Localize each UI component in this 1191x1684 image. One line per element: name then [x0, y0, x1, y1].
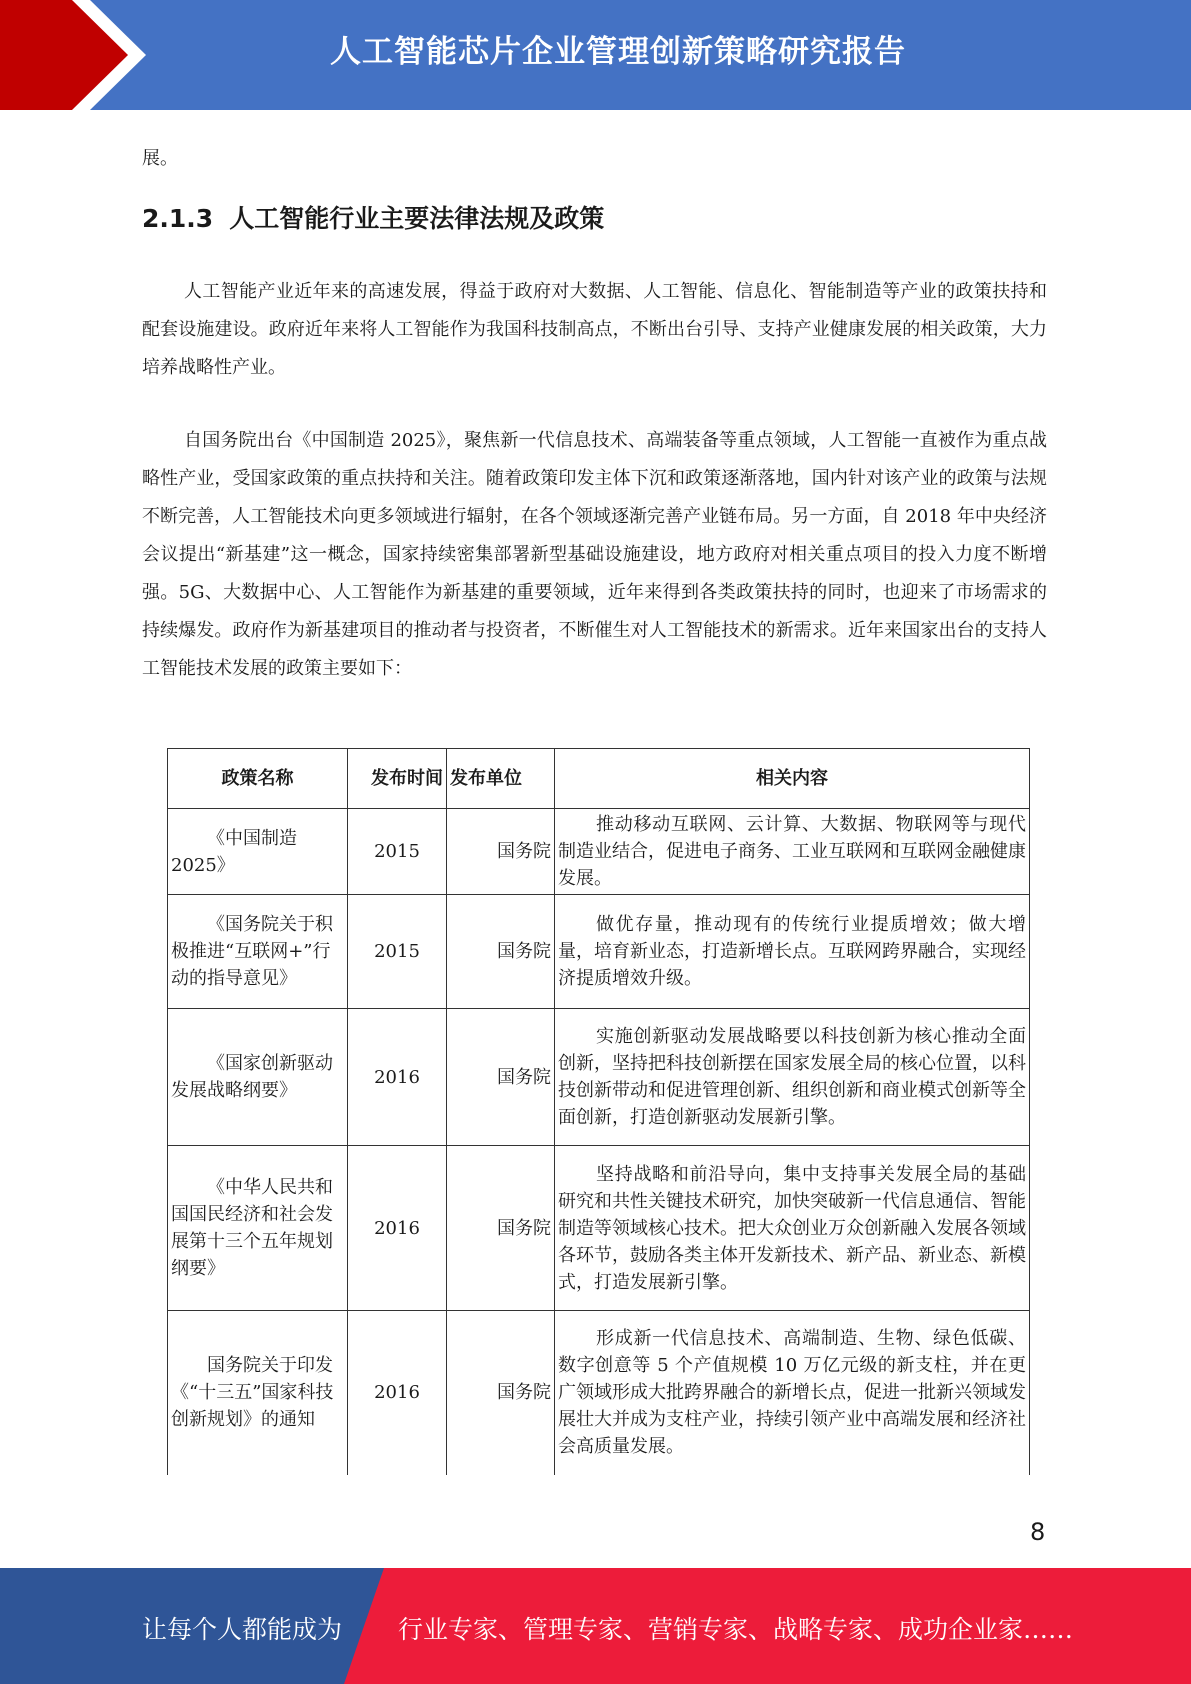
policy-name-cell [168, 809, 348, 895]
header-release-time: 发布时间 [348, 749, 447, 809]
policy-content: 实施创新驱动发展战略要以科技创新为核心推动全面创新，坚持把科技创新摆在国家发展全局的核心位置，以科技创新带动和促进管理创新、组织创新和商业模式创新等全面创新，打造创新驱动发展新引擎。 [555, 1009, 1030, 1146]
release-org: 国务院 [447, 895, 555, 1009]
table-row [168, 1311, 1030, 1475]
header-release-org: 发布单位 [447, 749, 555, 809]
policy-content: 形成新一代信息技术、高端制造、生物、绿色低碳、数字创意等 5 个产值规模 10 万亿元级的新支柱，并在更广领域形成大批跨界融合的新增长点，促进一批新兴领域发展壮大并成为支柱产业，持续引领产业中高端发展和经济社会高质量发展。 [555, 1311, 1030, 1475]
table-header-row [168, 749, 1030, 809]
release-org: 国务院 [447, 1146, 555, 1311]
section-title: 人工智能行业主要法律法规及政策 [229, 204, 605, 233]
header-content: 相关内容 [555, 749, 1030, 809]
release-org: 国务院 [447, 1009, 555, 1146]
section-heading [142, 199, 604, 235]
release-year: 2015 [348, 895, 447, 1009]
policy-name-cell [168, 895, 348, 1009]
policy-content: 推动移动互联网、云计算、大数据、物联网等与现代制造业结合，促进电子商务、工业互联网和互联网金融健康发展。 [555, 809, 1030, 895]
table-row [168, 1146, 1030, 1311]
policy-name-cell [168, 1146, 348, 1311]
policy-name: 《国家创新驱动发展战略纲要》 [171, 1053, 333, 1101]
policy-name-cell [168, 1311, 348, 1475]
release-org: 国务院 [447, 809, 555, 895]
continuation-text: 展。 [142, 148, 178, 169]
release-org: 国务院 [447, 1311, 555, 1475]
table-row [168, 895, 1030, 1009]
paragraph: 自国务院出台《中国制造 2025》，聚焦新一代信息技术、高端装备等重点领域，人工智能一直被作为重点战略性产业，受国家政策的重点扶持和关注。随着政策印发主体下沉和政策逐渐落地，国内针对该产业的政策与法规不断完善，人工智能技术向更多领域进行辐射，在各个领域逐渐完善产业链布局。另一方面，自 2018 年中央经济会议提出“新基建”这一概念，国家持续密集部署新型基础设施建设，地方政府对相关重点项目的投入力度不断增强。5G、大数据中心、人工智能作为新基建的重要领域，近年来得到各类政策扶持的同时，也迎来了市场需求的持续爆发。政府作为新基建项目的推动者与投资者，不断催生对人工智能技术的新需求。近年来国家出台的支持人工智能技术发展的政策主要如下： [142, 430, 1047, 679]
header-banner [0, 0, 1191, 110]
footer-banner [0, 1568, 1191, 1684]
paragraph: 人工智能产业近年来的高速发展，得益于政府对大数据、人工智能、信息化、智能制造等产业的政策扶持和配套设施建设。政府近年来将人工智能作为我国科技制高点，不断出台引导、支持产业健康发展的相关政策，大力培养战略性产业。 [142, 281, 1047, 378]
policy-content: 做优存量，推动现有的传统行业提质增效；做大增量，培育新业态，打造新增长点。互联网跨界融合，实现经济提质增效升级。 [555, 895, 1030, 1009]
header-policy-name: 政策名称 [168, 749, 348, 809]
table-row [168, 809, 1030, 895]
report-title: 人工智能芯片企业管理创新策略研究报告 [330, 34, 906, 70]
policy-name: 《中华人民共和国国民经济和社会发展第十三个五年规划纲要》 [171, 1177, 333, 1279]
release-year: 2016 [348, 1146, 447, 1311]
page-number: 8 [1030, 1518, 1046, 1546]
policy-content: 坚持战略和前沿导向，集中支持事关发展全局的基础研究和共性关键技术研究，加快突破新一代信息通信、智能制造等领域核心技术。把大众创业万众创新融入发展各领域各环节，鼓励各类主体开发新技术、新产品、新业态、新模式，打造发展新引擎。 [555, 1146, 1030, 1311]
policy-name: 国务院关于印发《“十三五”国家科技创新规划》的通知 [171, 1355, 334, 1431]
release-year: 2016 [348, 1009, 447, 1146]
header-arrow-decoration [0, 0, 150, 110]
policy-table [167, 748, 1030, 1475]
footer-slogan-right: 行业专家、管理专家、营销专家、战略专家、成功企业家…… [398, 1615, 1074, 1644]
section-number: 2.1.3 [142, 204, 214, 233]
footer-slogan-left: 让每个人都能成为 [142, 1615, 343, 1644]
policy-name: 《国务院关于积极推进“互联网+”行动的指导意见》 [171, 914, 333, 989]
release-year: 2015 [348, 809, 447, 895]
release-year: 2016 [348, 1311, 447, 1475]
table-row [168, 1009, 1030, 1146]
policy-name: 《中国制造 2025》 [171, 827, 297, 876]
policy-name-cell [168, 1009, 348, 1146]
